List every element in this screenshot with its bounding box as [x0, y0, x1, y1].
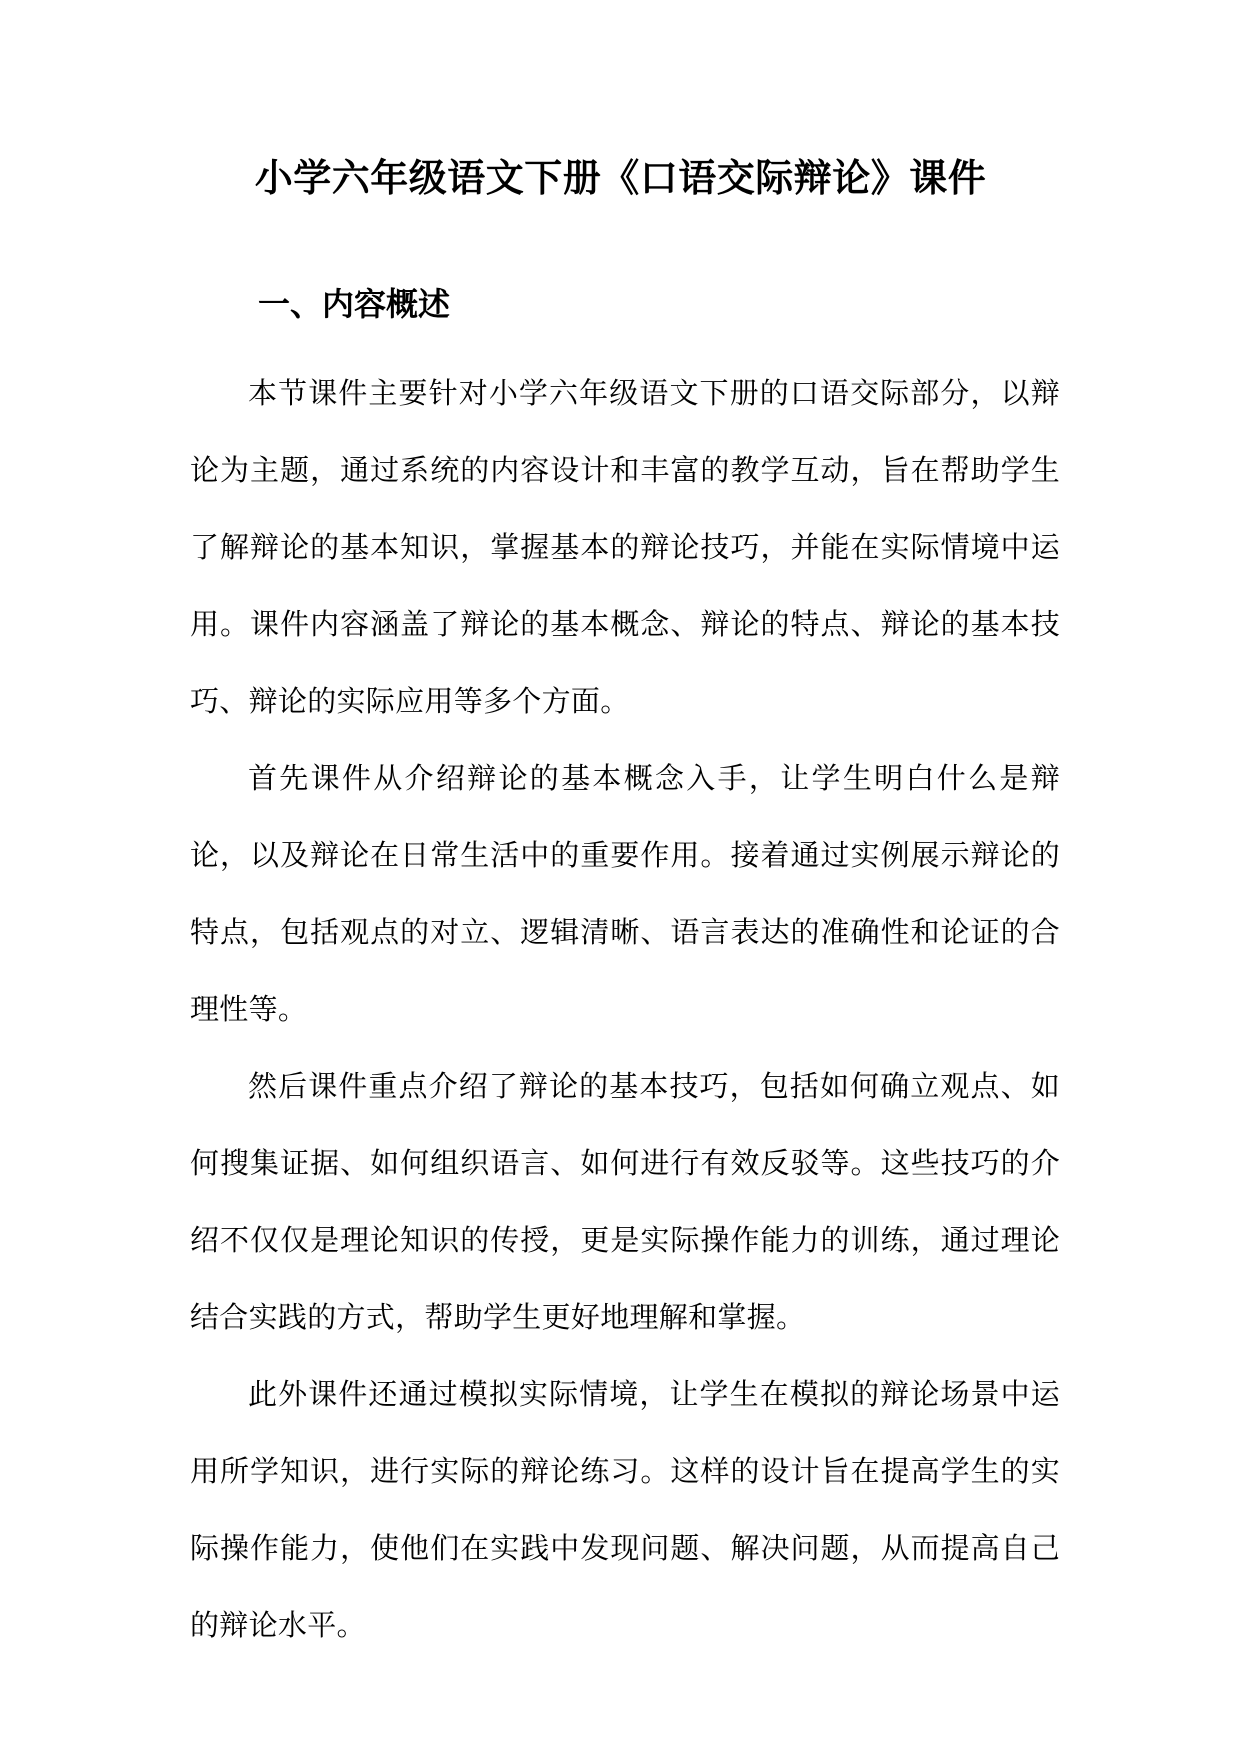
paragraph: 首先课件从介绍辩论的基本概念入手，让学生明白什么是辩论，以及辩论在日常生活中的重要作用。接着通过实例展示辩论的特点，包括观点的对立、逻辑清晰、语言表达的准确性和论证的合理性等。	[190, 761, 1060, 1026]
paragraph: 此外课件还通过模拟实际情境，让学生在模拟的辩论场景中运用所学知识，进行实际的辩论练习。这样的设计旨在提高学生的实际操作能力，使他们在实践中发现问题、解决问题，从而提高自己的辩论水平。	[190, 1377, 1060, 1642]
paragraph: 本节课件主要针对小学六年级语文下册的口语交际部分，以辩论为主题，通过系统的内容设计和丰富的教学互动，旨在帮助学生了解辩论的基本知识，掌握基本的辩论技巧，并能在实际情境中运用。课件内容涵盖了辩论的基本概念、辩论的特点、辩论的基本技巧、辩论的实际应用等多个方面。	[190, 376, 1060, 718]
paragraph: 然后课件重点介绍了辩论的基本技巧，包括如何确立观点、如何搜集证据、如何组织语言、如何进行有效反驳等。这些技巧的介绍不仅仅是理论知识的传授，更是实际操作能力的训练，通过理论结合实践的方式，帮助学生更好地理解和掌握。	[190, 1069, 1060, 1334]
document-title: 小学六年级语文下册《口语交际辩论》课件	[254, 155, 987, 200]
section-heading: 一、内容概述	[258, 285, 451, 323]
section-body	[190, 355, 1060, 1664]
